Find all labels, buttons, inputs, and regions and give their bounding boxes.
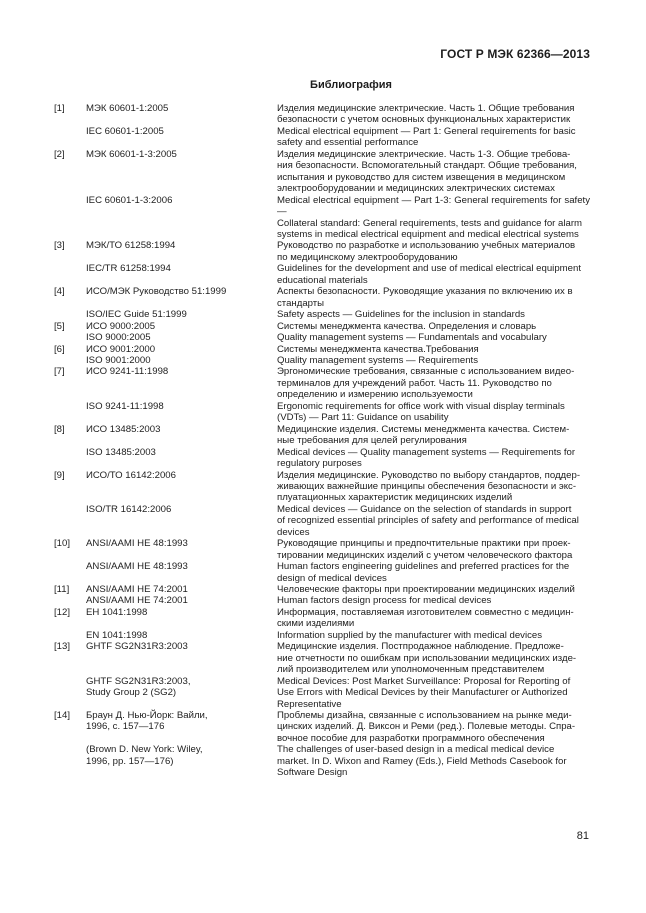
bibliography-entry: [54, 103, 590, 149]
entry-row: [86, 447, 590, 470]
title-line: Системы менеджмента качества. Определения и словарь: [277, 320, 537, 332]
bibliography-entry: [54, 366, 590, 423]
designation-line: ИСО 13485:2003: [86, 423, 161, 435]
title-line: Аспекты безопасности. Руководящие указания по включению их в: [277, 286, 573, 298]
bibliography-entry: [54, 286, 590, 320]
title-line: Safety aspects — Guidelines for the inclusion in standards: [277, 309, 525, 321]
title-line: цинских изделий. Д. Виксон и Реми (ред.). Полевые методы. Спра-: [277, 721, 576, 733]
entry-row: [86, 710, 590, 744]
standard-title: [277, 641, 590, 675]
entry-row: [86, 641, 590, 675]
entry-number: [13]: [54, 641, 71, 653]
bibliography-entry: [54, 321, 590, 344]
standard-designation: [86, 744, 277, 778]
designation-line: [86, 298, 273, 309]
title-line: Human factors design process for medical devices: [277, 595, 492, 607]
title-line: Проблемы дизайна, связанные с использованием на рынке меди-: [277, 710, 572, 722]
standard-designation: [86, 641, 277, 675]
designation-line: [86, 137, 273, 148]
title-line: лий производителем или уполномоченным представителем: [277, 664, 545, 676]
page-title: Библиография: [310, 79, 392, 91]
title-line: Quality management systems — Fundamentals and vocabulary: [277, 332, 547, 344]
standard-designation: [86, 595, 277, 606]
designation-line: ISO/IEC Guide 51:1999: [86, 309, 187, 321]
title-line: Guidelines for the development and use of medical electrical equipment: [277, 263, 581, 275]
standard-title: [277, 676, 590, 710]
designation-line: МЭК/ТО 61258:1994: [86, 240, 176, 252]
standard-designation: [86, 447, 277, 470]
title-line: ние отчетности по ошибкам при использовании медицинских изде-: [277, 652, 577, 664]
title-line: вочное пособие для разработки программного обеспечения: [277, 732, 545, 744]
designation-line: (Brown D. New York: Wiley,: [86, 744, 203, 756]
bibliography-entry: [54, 538, 590, 584]
standard-title: [277, 470, 590, 504]
standard-title: [277, 355, 590, 366]
designation-line: ANSI/AAMI HE 74:2001: [86, 595, 188, 607]
title-line: market. In D. Wixon and Ramey (Eds.), Field Methods Casebook for: [277, 755, 567, 767]
bibliography-entry: [54, 424, 590, 470]
designation-line: [86, 458, 273, 469]
designation-line: [86, 733, 273, 744]
standard-designation: [86, 263, 277, 286]
title-line: терминалов для учреждений работ. Часть 11. Руководство по: [277, 377, 552, 389]
standard-designation: [86, 607, 277, 630]
entry-number: [8]: [54, 423, 65, 435]
standard-title: [277, 710, 590, 744]
standard-designation: [86, 470, 277, 504]
entry-row: [86, 424, 590, 447]
entry-number: [5]: [54, 320, 65, 332]
entry-row: [86, 263, 590, 286]
title-line: regulatory purposes: [277, 458, 362, 470]
title-line: испытания и руководство для систем извещения в медицинском: [277, 171, 566, 183]
standard-title: [277, 126, 590, 149]
bibliography-list: [54, 103, 590, 779]
designation-line: IEC 60601-1-3:2006: [86, 194, 173, 206]
entry-number: [2]: [54, 148, 65, 160]
title-line: (VDTs) — Part 11: Guidance on usability: [277, 412, 449, 424]
designation-line: [86, 114, 273, 125]
bibliography-entry: [54, 240, 590, 286]
designation-line: ИСО 9001:2000: [86, 343, 156, 355]
standard-title: [277, 344, 590, 355]
entry-row: [86, 595, 590, 606]
title-line: определению и измерению используемости: [277, 389, 473, 401]
entry-number: [11]: [54, 584, 70, 596]
standard-designation: [86, 424, 277, 447]
designation-line: [86, 435, 273, 446]
designation-line: ANSI/AAMI HE 74:2001: [86, 584, 188, 596]
designation-line: GHTF SG2N31R3:2003,: [86, 675, 191, 687]
entry-row: [86, 630, 590, 641]
entry-row: [86, 401, 590, 424]
entry-row: [86, 676, 590, 710]
bibliography-entry: [54, 344, 590, 367]
designation-line: Браун Д. Нью-Йорк: Вайли,: [86, 710, 208, 722]
title-line: The challenges of user-based design in a medical medical device: [277, 744, 555, 756]
title-line: Medical electrical equipment — Part 1-3: General requirements for safety —: [277, 194, 590, 218]
title-line: Информация, поставляемая изготовителем совместно с медицин-: [277, 606, 574, 618]
standard-title: [277, 240, 590, 263]
designation-line: ЕН 1041:1998: [86, 606, 148, 618]
title-line: Representative: [277, 698, 342, 710]
standard-title: [277, 538, 590, 561]
designation-line: [86, 618, 273, 629]
bibliography-entry: [54, 710, 590, 779]
standard-title: [277, 321, 590, 332]
standard-title: [277, 504, 590, 538]
entry-row: [86, 286, 590, 309]
title-line: Системы менеджмента качества.Требования: [277, 343, 479, 355]
designation-line: [86, 699, 273, 710]
standard-title: [277, 195, 590, 241]
designation-line: ИСО 9000:2005: [86, 320, 156, 332]
title-line: безопасности с учетом основных функциональных характеристик: [277, 114, 571, 126]
standard-title: [277, 424, 590, 447]
designation-line: ANSI/AAMI HE 48:1993: [86, 538, 188, 550]
entry-row: [86, 366, 590, 400]
entry-number: [10]: [54, 538, 71, 550]
title-line: Software Design: [277, 767, 348, 779]
designation-line: [86, 767, 273, 778]
title-line: Human factors engineering guidelines and preferred practices for the: [277, 561, 570, 573]
title-line: скими изделиями: [277, 618, 355, 630]
standard-designation: [86, 103, 277, 126]
entry-row: [86, 470, 590, 504]
entry-number: [4]: [54, 286, 65, 298]
bibliography-entry: [54, 470, 590, 539]
standard-designation: [86, 149, 277, 195]
designation-line: ИСО/ТО 16142:2006: [86, 469, 176, 481]
title-line: educational materials: [277, 274, 368, 286]
title-line: safety and essential performance: [277, 137, 419, 149]
entry-number: [6]: [54, 343, 65, 355]
title-line: Quality management systems — Requirements: [277, 354, 479, 366]
bibliography-entry: [54, 149, 590, 241]
standard-designation: [86, 538, 277, 561]
designation-line: [86, 412, 273, 423]
designation-line: 1996, pp. 157—176): [86, 755, 174, 767]
entry-number: [12]: [54, 606, 71, 618]
standard-designation: [86, 710, 277, 744]
title-line: Medical devices — Guidance on the selection of standards in support: [277, 503, 572, 515]
standard-designation: [86, 344, 277, 355]
entry-row: [86, 321, 590, 332]
title-line: Изделия медицинские электрические. Часть 1-3. Общие требова-: [277, 148, 571, 160]
entry-row: [86, 584, 590, 595]
standard-designation: [86, 561, 277, 584]
title-line: стандарты: [277, 297, 325, 309]
designation-line: [86, 550, 273, 561]
standard-title: [277, 595, 590, 606]
title-line: design of medical devices: [277, 572, 387, 584]
title-line: ния безопасности. Вспомогательный стандарт. Общие требования,: [277, 160, 577, 172]
page-number: 81: [576, 830, 589, 842]
entry-number: [14]: [54, 710, 71, 722]
bibliography-entry: [54, 584, 590, 607]
standard-title: [277, 744, 590, 778]
entry-row: [86, 103, 590, 126]
designation-line: ISO 9241-11:1998: [86, 400, 164, 412]
entry-row: [86, 504, 590, 538]
standard-title: [277, 366, 590, 400]
entry-row: [86, 744, 590, 778]
designation-line: ИСО/МЭК Руководство 51:1999: [86, 286, 227, 298]
bibliography-entry: [54, 641, 590, 710]
entry-row: [86, 355, 590, 366]
designation-line: [86, 252, 273, 263]
standard-title: [277, 263, 590, 286]
standard-title: [277, 332, 590, 343]
title-line: Человеческие факторы при проектировании медицинских изделий: [277, 584, 575, 596]
designation-line: [86, 573, 273, 584]
entry-number: [7]: [54, 366, 65, 378]
title-line: плуатационных характеристик медицинских изделий: [277, 492, 513, 504]
designation-line: GHTF SG2N31R3:2003: [86, 641, 188, 653]
title-line: Medical electrical equipment — Part 1: General requirements for basic: [277, 125, 576, 137]
standard-designation: [86, 401, 277, 424]
standard-title: [277, 309, 590, 320]
entry-row: [86, 149, 590, 195]
designation-line: [86, 653, 273, 664]
title-line: Collateral standard: General requirements, tests and guidance for alarm: [277, 217, 583, 229]
standard-title: [277, 630, 590, 641]
designation-line: ISO 9000:2005: [86, 332, 151, 344]
title-line: Изделия медицинские. Руководство по выбору стандартов, поддер-: [277, 469, 581, 481]
designation-line: Study Group 2 (SG2): [86, 687, 177, 699]
standard-designation: [86, 366, 277, 400]
title-line: Медицинские изделия. Постпродажное наблюдение. Предложе-: [277, 641, 564, 653]
title-line: systems in medical electrical equipment and medical electrical systems: [277, 228, 579, 240]
title-line: Medical Devices: Post Market Surveillance: Proposal for Reporting of: [277, 675, 571, 687]
entry-number: [3]: [54, 240, 65, 252]
entry-row: [86, 240, 590, 263]
entry-row: [86, 344, 590, 355]
standard-designation: [86, 286, 277, 309]
entry-row: [86, 309, 590, 320]
standard-designation: [86, 309, 277, 320]
title-line: живающих важнейшие принципы обеспечения безопасности и экс-: [277, 480, 577, 492]
standard-designation: [86, 584, 277, 595]
standard-designation: [86, 126, 277, 149]
standard-designation: [86, 630, 277, 641]
designation-line: 1996, с. 157—176: [86, 721, 165, 733]
bibliography-entry: [54, 607, 590, 641]
standard-designation: [86, 332, 277, 343]
title-line: ные требования для целей регулирования: [277, 435, 467, 447]
title-line: тировании медицинских изделий с учетом человеческого фактора: [277, 549, 573, 561]
standard-designation: [86, 195, 277, 241]
entry-row: [86, 195, 590, 241]
standard-designation: [86, 676, 277, 710]
title-line: по медицинскому электрооборудованию: [277, 251, 458, 263]
standard-code-header: ГОСТ Р МЭК 62366—2013: [440, 47, 590, 61]
designation-line: IEC/TR 61258:1994: [86, 263, 171, 275]
title-line: Изделия медицинские электрические. Часть 1. Общие требования: [277, 103, 575, 114]
title-line: Руководство по разработке и использованию учебных материалов: [277, 240, 576, 252]
designation-line: [86, 275, 273, 286]
designation-line: МЭК 60601-1-3:2005: [86, 148, 177, 160]
title-line: devices: [277, 526, 310, 538]
entry-row: [86, 332, 590, 343]
title-line: of recognized essential principles of safety and performance of medical: [277, 515, 579, 527]
designation-line: ISO 9001:2000: [86, 354, 151, 366]
title-line: Medical devices — Quality management systems — Requirements for: [277, 446, 576, 458]
designation-line: ИСО 9241-11:1998: [86, 366, 169, 378]
title-line: Ergonomic requirements for office work with visual display terminals: [277, 400, 565, 412]
standard-title: [277, 584, 590, 595]
standard-designation: [86, 504, 277, 538]
title-line: Медицинские изделия. Системы менеджмента качества. Систем-: [277, 423, 570, 435]
standard-designation: [86, 240, 277, 263]
standard-title: [277, 103, 590, 126]
standard-title: [277, 401, 590, 424]
entry-row: [86, 561, 590, 584]
designation-line: IEC 60601-1:2005: [86, 125, 164, 137]
entry-row: [86, 607, 590, 630]
title-line: Information supplied by the manufacturer with medical devices: [277, 629, 543, 641]
entry-number: [1]: [54, 103, 65, 114]
designation-line: ISO/TR 16142:2006: [86, 503, 172, 515]
designation-line: ANSI/AAMI HE 48:1993: [86, 561, 188, 573]
standard-title: [277, 286, 590, 309]
designation-line: МЭК 60601-1:2005: [86, 103, 169, 114]
designation-line: ISO 13485:2003: [86, 446, 156, 458]
entry-row: [86, 126, 590, 149]
designation-line: [86, 664, 273, 675]
entry-number: [9]: [54, 469, 65, 481]
title-line: Эргономические требования, связанные с использованием видео-: [277, 366, 575, 378]
standard-title: [277, 447, 590, 470]
title-line: электрооборудовании и медицинских электрических системах: [277, 183, 555, 195]
title-line: Руководящие принципы и предпочтительные практики при проек-: [277, 538, 571, 550]
standard-designation: [86, 321, 277, 332]
designation-line: EN 1041:1998: [86, 629, 148, 641]
standard-title: [277, 149, 590, 195]
standard-title: [277, 607, 590, 630]
standard-designation: [86, 355, 277, 366]
entry-row: [86, 538, 590, 561]
title-line: Use Errors with Medical Devices by their Manufacturer or Authorized: [277, 687, 568, 699]
standard-title: [277, 561, 590, 584]
